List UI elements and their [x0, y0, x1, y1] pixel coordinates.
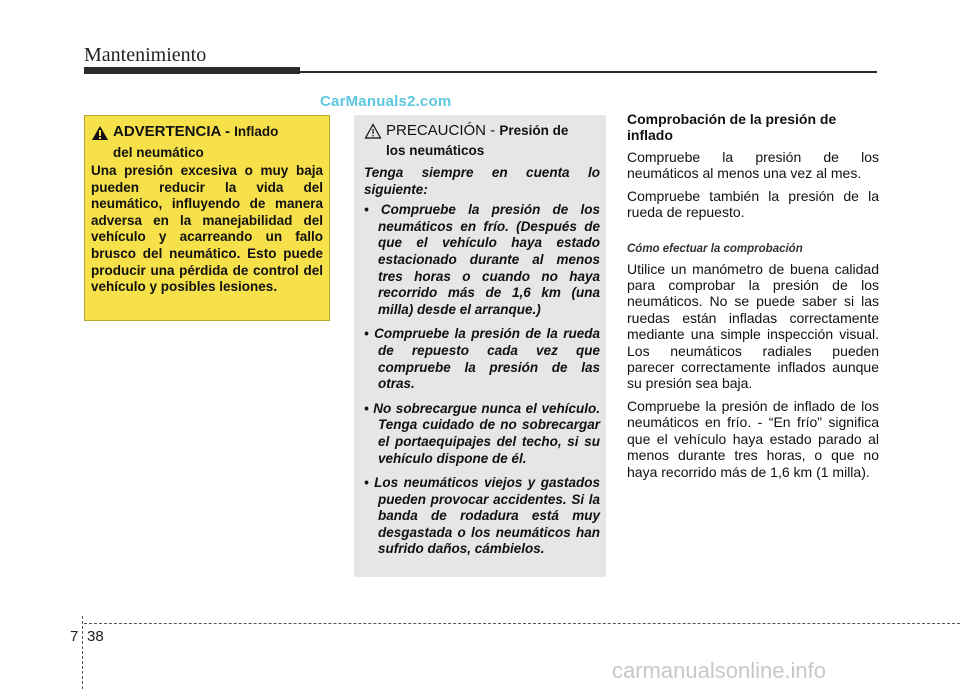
caution-item: • Compruebe la presión de la rueda de repuesto cada vez que compruebe la presión de las otras. — [364, 326, 600, 392]
section-title: Mantenimiento — [84, 44, 207, 66]
chapter-number: 7 — [70, 628, 79, 645]
paragraph: Compruebe también la presión de la rueda de repuesto. — [627, 187, 879, 221]
header-rule-thick — [84, 67, 300, 74]
paragraph: Compruebe la presión de inflado de los neumáticos en frío. - “En frío” significa que el vehículo haya estado parado al menos durante tres horas, o que no haya recorrido más de 1,6 km (1 milla). — [627, 397, 879, 480]
caution-intro: Tenga siempre en cuenta lo siguiente: — [364, 165, 600, 197]
watermark-top: CarManuals2.com — [320, 93, 452, 110]
caution-heading — [364, 123, 600, 143]
pressure-check-heading: Comprobación de la presión de inflado — [627, 111, 837, 143]
page-number: 38 — [87, 628, 104, 645]
warning-triangle-icon — [91, 125, 113, 145]
how-to-check-subheading: Cómo efectuar la comprobación — [627, 242, 803, 255]
footer-divider — [82, 616, 83, 689]
footer-rule — [84, 623, 960, 624]
watermark-bottom: carmanualsonline.info — [612, 658, 827, 683]
warning-box — [84, 115, 330, 321]
paragraph: Compruebe la presión de los neumáticos al menos una vez al mes. — [627, 149, 879, 182]
header-rule-thin — [300, 71, 877, 73]
paragraph: Utilice un manómetro de buena calidad para comprobar la presión de los neumáticos. No se puede saber si las ruedas están infladas correctamente mediante una simple inspección visual. Los neumáticos radiales pueden parecer correctamente inflados aunque su presión sea baja. — [627, 260, 879, 392]
warning-subject: Inflado — [234, 124, 279, 139]
warning-subject-cont: del neumático — [113, 145, 204, 160]
warning-heading — [91, 124, 323, 145]
caution-title: PRECAUCIÓN - — [386, 122, 500, 139]
caution-item: • No sobrecargue nunca el vehículo. Tenga cuidado de no sobrecargar el portaequipajes del techo, si su vehículo dispone de él. — [364, 400, 600, 466]
caution-subject: Presión de — [499, 123, 569, 138]
warning-body: Una presión excesiva o muy baja pueden reducir la vida del neumático, influyendo de manera adversa en la manejabilidad del vehículo y acarreando un fallo brusco del neumático. Esto puede producir una pérdida de control del vehículo y posibles lesiones. — [91, 163, 323, 295]
pressure-check-section — [627, 111, 879, 480]
warning-title: ADVERTENCIA - — [113, 123, 235, 140]
caution-item: • Compruebe la presión de los neumáticos en frío. (Después de que el vehículo haya estado estacionado durante al menos tres horas o cuando no haya recorrido más de 1,6 km (una milla) desde el arranque.) — [364, 202, 600, 317]
caution-subject-cont: los neumáticos — [386, 143, 485, 158]
caution-triangle-icon — [364, 123, 386, 143]
caution-list — [364, 202, 600, 558]
caution-item: • Los neumáticos viejos y gastados pueden provocar accidentes. Si la banda de rodadura está muy desgastada o los neumáticos han sufrido daños, cámbielos. — [364, 475, 600, 557]
caution-box — [354, 115, 606, 577]
